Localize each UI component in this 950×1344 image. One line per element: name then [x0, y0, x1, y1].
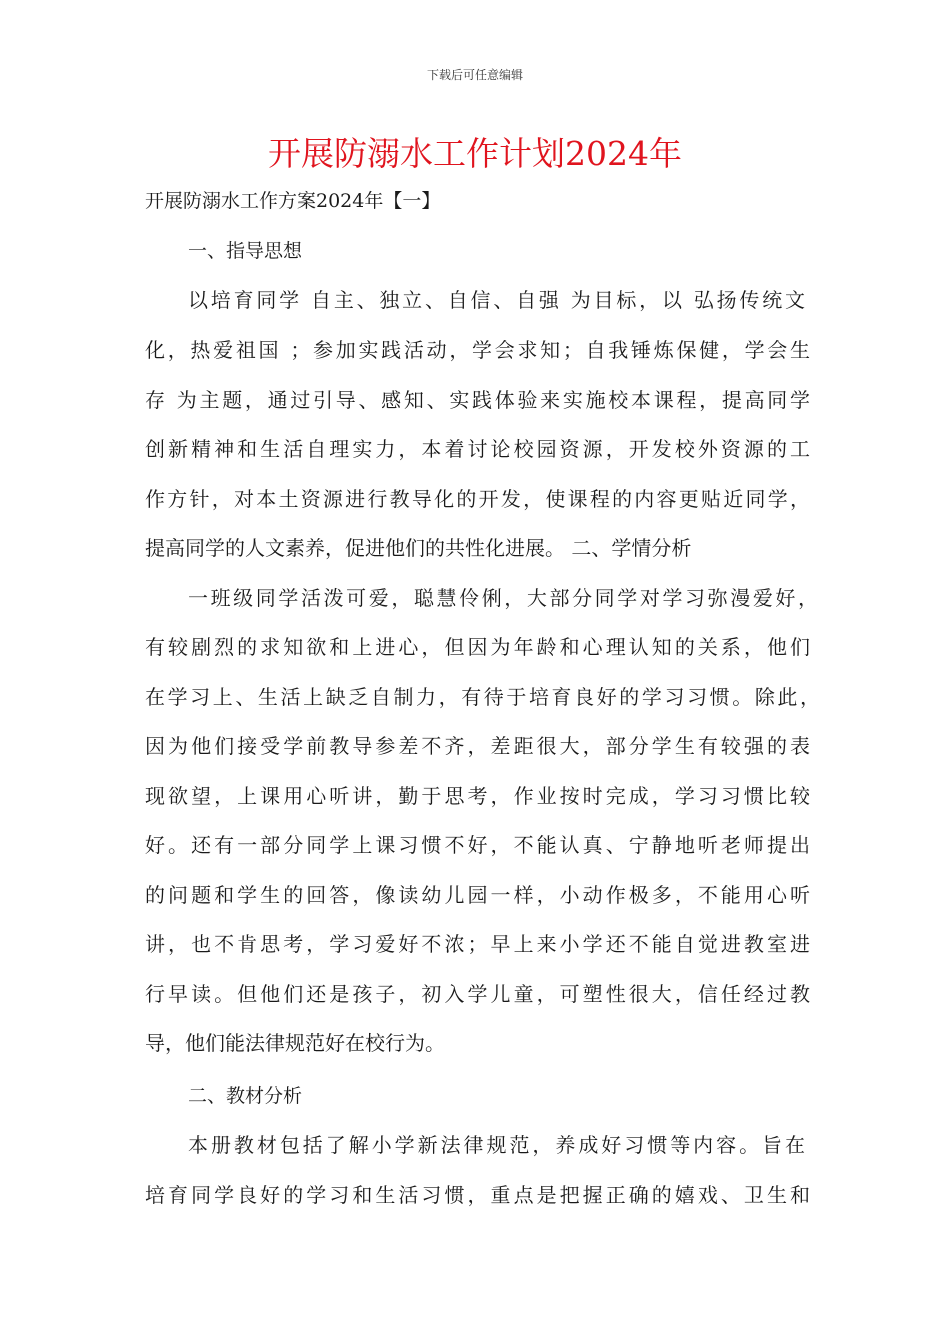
paragraph-line: 因为他们接受学前教导参差不齐，差距很大，部分学生有较强的表 — [145, 734, 810, 758]
paragraph-line: 存 为主题，通过引导、感知、实践体验来实施校本课程，提高同学 — [145, 388, 810, 412]
paragraph-line: 化，热爱祖国 ；参加实践活动，学会求知；自我锤炼保健，学会生 — [145, 338, 810, 362]
paragraph-line: 有较剧烈的求知欲和上进心，但因为年龄和心理认知的关系，他们 — [145, 635, 810, 659]
paragraph-line: 创新精神和生活自理实力，本着讨论校园资源，开发校外资源的工 — [145, 437, 810, 461]
paragraph-line: 提高同学的人文素养，促进他们的共性化进展。 二、学情分析 — [145, 536, 692, 560]
header-note: 下载后可任意编辑 — [426, 68, 523, 82]
paragraph-line: 的问题和学生的回答，像读幼儿园一样，小动作极多，不能用心听 — [145, 883, 810, 907]
paragraph-line: 在学习上、生活上缺乏自制力，有待于培育良好的学习习惯。除此， — [145, 685, 820, 709]
paragraph-line: 培育同学良好的学习和生活习惯，重点是把握正确的嬉戏、卫生和 — [145, 1183, 810, 1207]
document-subtitle: 开展防溺水工作方案2024年【一】 — [145, 190, 441, 212]
paragraph-line: 以培育同学 自主、独立、自信、自强 为目标，以 弘扬传统文 — [188, 288, 805, 312]
paragraph-line: 作方针，对本土资源进行教导化的开发，使课程的内容更贴近同学， — [145, 487, 810, 511]
paragraph-line: 本册教材包括了解小学新法律规范，养成好习惯等内容。旨在 — [188, 1133, 805, 1157]
document-title: 开展防溺水工作计划2024年 — [268, 134, 682, 173]
section-heading-textbook-analysis: 二、教材分析 — [188, 1085, 303, 1107]
paragraph-line: 行早读。但他们还是孩子，初入学儿童，可塑性很大，信任经过教 — [145, 982, 810, 1006]
paragraph-line: 讲，也不肯思考，学习爱好不浓；早上来小学还不能自觉进教室进 — [145, 932, 810, 956]
paragraph-line: 导，他们能法律规范好在校行为。 — [145, 1031, 445, 1055]
paragraph-line: 好。还有一部分同学上课习惯不好，不能认真、宁静地听老师提出 — [145, 833, 810, 857]
section-heading-guiding-thought: 一、指导思想 — [188, 240, 303, 262]
paragraph-line: 现欲望，上课用心听讲，勤于思考，作业按时完成，学习习惯比较 — [145, 784, 810, 808]
paragraph-line: 一班级同学活泼可爱，聪慧伶俐，大部分同学对学习弥漫爱好， — [188, 586, 818, 610]
